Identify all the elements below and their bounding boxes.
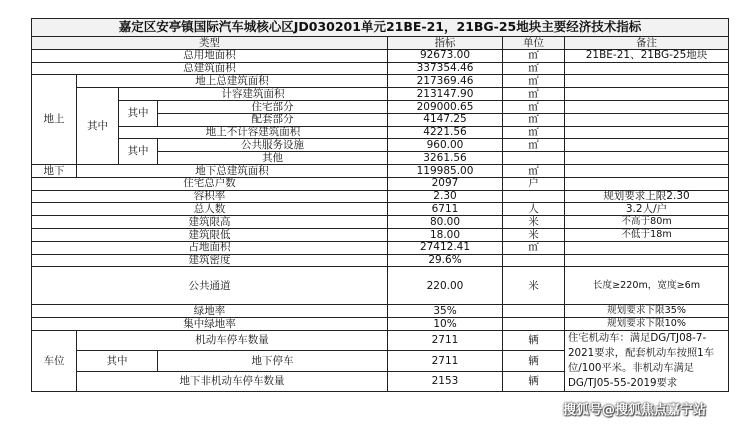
row-note: 不高于80m xyxy=(565,216,729,229)
row-note: 21BE-21、21BG-25地块 xyxy=(565,49,729,62)
table-row xyxy=(32,126,729,139)
group-label-above-ground: 地上 xyxy=(32,75,77,165)
row-note: 规划要求上限2.30 xyxy=(565,190,729,203)
row-value: 2711 xyxy=(388,351,503,371)
row-note: 规划要求下限35% xyxy=(565,305,729,318)
row-label: 总建筑面积 xyxy=(32,62,388,75)
row-unit xyxy=(503,318,565,331)
row-label: 占地面积 xyxy=(32,241,388,254)
row-note xyxy=(565,100,729,113)
row-label: 机动车停车数量 xyxy=(77,330,388,350)
row-value: 220.00 xyxy=(388,267,503,305)
parking-note: 住宅机动车：满足DG/TJ08-7-2021要求，配套机动车按照1车位/100平米。非机动车满足DG/TJ05-55-2019要求 xyxy=(565,330,729,391)
table-row xyxy=(32,203,729,216)
row-label: 住宅总户数 xyxy=(32,177,388,190)
table-row xyxy=(32,100,729,113)
row-label: 地上不计容建筑面积 xyxy=(119,126,388,139)
table-title: 嘉定区安亭镇国际汽车城核心区JD030201单元21BE-21，21BG-25地块主要经济技术指标 xyxy=(32,19,729,37)
row-unit: ㎡ xyxy=(503,113,565,126)
subgroup-label: 其中 xyxy=(119,100,158,126)
subgroup-label: 其中 xyxy=(119,139,158,165)
table-row xyxy=(32,75,729,88)
row-unit: ㎡ xyxy=(503,164,565,177)
row-unit: 米 xyxy=(503,267,565,305)
row-value: 217369.46 xyxy=(388,75,503,88)
row-label: 配套部分 xyxy=(158,113,388,126)
row-unit xyxy=(503,190,565,203)
row-label: 绿地率 xyxy=(32,305,388,318)
row-note xyxy=(565,75,729,88)
row-note xyxy=(565,177,729,190)
row-label: 总人数 xyxy=(32,203,388,216)
row-unit: ㎡ xyxy=(503,49,565,62)
row-label: 住宅部分 xyxy=(158,100,388,113)
row-unit xyxy=(503,305,565,318)
row-label: 公共服务设施 xyxy=(158,139,388,152)
table-row xyxy=(32,267,729,305)
row-label: 地下停车 xyxy=(158,351,388,371)
row-value: 960.00 xyxy=(388,139,503,152)
table-row xyxy=(32,254,729,267)
row-unit: 人 xyxy=(503,203,565,216)
subgroup-label: 其中 xyxy=(77,88,119,165)
row-label: 其他 xyxy=(158,152,388,165)
group-label-underground: 地下 xyxy=(32,164,77,177)
table-row xyxy=(32,216,729,229)
row-unit: ㎡ xyxy=(503,139,565,152)
row-value: 4221.56 xyxy=(388,126,503,139)
row-note xyxy=(565,152,729,165)
row-value: 213147.90 xyxy=(388,88,503,101)
row-label: 集中绿地率 xyxy=(32,318,388,331)
table-row xyxy=(32,164,729,177)
row-value: 337354.46 xyxy=(388,62,503,75)
row-label: 容积率 xyxy=(32,190,388,203)
row-value: 35% xyxy=(388,305,503,318)
watermark-text: 搜狐号@搜狐焦点嘉宁站 xyxy=(563,403,707,418)
row-value: 2153 xyxy=(388,371,503,391)
row-note xyxy=(565,88,729,101)
row-value: 4147.25 xyxy=(388,113,503,126)
row-unit: 辆 xyxy=(503,371,565,391)
row-note xyxy=(565,254,729,267)
row-value: 2711 xyxy=(388,330,503,350)
row-unit: ㎡ xyxy=(503,100,565,113)
row-value: 18.00 xyxy=(388,228,503,241)
row-unit xyxy=(503,254,565,267)
row-unit: 米 xyxy=(503,228,565,241)
table-row xyxy=(32,49,729,62)
table-row xyxy=(32,88,729,101)
row-unit: 户 xyxy=(503,177,565,190)
row-note: 规划要求下限10% xyxy=(565,318,729,331)
row-value: 3261.56 xyxy=(388,152,503,165)
table-row xyxy=(32,228,729,241)
row-value: 29.6% xyxy=(388,254,503,267)
table-row xyxy=(32,305,729,318)
row-label: 公共通道 xyxy=(32,267,388,305)
row-label: 地下总建筑面积 xyxy=(77,164,388,177)
row-unit: 辆 xyxy=(503,330,565,350)
row-note: 3.2人/户 xyxy=(565,203,729,216)
row-label: 总用地面积 xyxy=(32,49,388,62)
row-note xyxy=(565,164,729,177)
subgroup-label: 其中 xyxy=(77,351,158,371)
table-row xyxy=(32,62,729,75)
row-unit: 米 xyxy=(503,216,565,229)
table-row xyxy=(32,241,729,254)
row-unit: ㎡ xyxy=(503,241,565,254)
row-label: 地下非机动车停车数量 xyxy=(77,371,388,391)
header-note: 备注 xyxy=(565,37,729,50)
row-value: 2097 xyxy=(388,177,503,190)
header-value: 指标 xyxy=(388,37,503,50)
row-label: 建筑限低 xyxy=(32,228,388,241)
header-unit: 单位 xyxy=(503,37,565,50)
table-row xyxy=(32,190,729,203)
table-row xyxy=(32,177,729,190)
row-value: 80.00 xyxy=(388,216,503,229)
economic-indicators-table xyxy=(31,18,729,392)
row-note xyxy=(565,113,729,126)
row-value: 6711 xyxy=(388,203,503,216)
row-unit: ㎡ xyxy=(503,62,565,75)
group-label-parking: 车位 xyxy=(32,330,77,391)
row-unit: ㎡ xyxy=(503,126,565,139)
row-note: 长度≥220m，宽度≥6m xyxy=(565,267,729,305)
table-row xyxy=(32,330,729,350)
row-note xyxy=(565,241,729,254)
row-note xyxy=(565,62,729,75)
row-unit: 辆 xyxy=(503,351,565,371)
row-value: 2.30 xyxy=(388,190,503,203)
row-label: 建筑限高 xyxy=(32,216,388,229)
row-label: 地上总建筑面积 xyxy=(77,75,388,88)
row-value: 27412.41 xyxy=(388,241,503,254)
row-note xyxy=(565,126,729,139)
row-value: 92673.00 xyxy=(388,49,503,62)
row-note: 不低于18m xyxy=(565,228,729,241)
row-label: 计容建筑面积 xyxy=(119,88,388,101)
row-unit xyxy=(503,152,565,165)
row-value: 119985.00 xyxy=(388,164,503,177)
row-value: 209000.65 xyxy=(388,100,503,113)
header-row xyxy=(32,37,729,50)
row-unit: ㎡ xyxy=(503,88,565,101)
row-value: 10% xyxy=(388,318,503,331)
row-label: 建筑密度 xyxy=(32,254,388,267)
header-type: 类型 xyxy=(32,37,388,50)
row-note xyxy=(565,139,729,152)
table-row xyxy=(32,318,729,331)
row-unit: ㎡ xyxy=(503,75,565,88)
table-row xyxy=(32,139,729,152)
